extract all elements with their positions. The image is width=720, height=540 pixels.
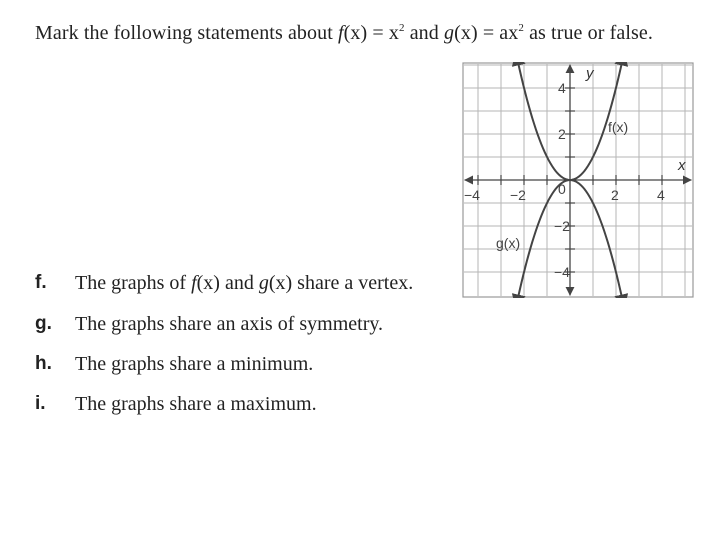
prompt-and: and — [404, 22, 444, 44]
x-tick-label: 4 — [657, 187, 665, 203]
statement-text: The graphs share a maximum. — [75, 393, 317, 415]
x-tick-label: −2 — [510, 187, 526, 203]
g-function-definition: (x) = ax — [454, 22, 519, 44]
statement-letter: f. — [35, 272, 47, 293]
prompt-lead: Mark the following statements about — [35, 22, 338, 44]
prompt-text — [35, 22, 653, 45]
f-exponent: 2 — [398, 22, 405, 34]
statement-letter: h. — [35, 353, 52, 374]
statement-f-fname: f — [191, 272, 197, 294]
f-function-definition: (x) = x — [343, 22, 399, 44]
statement-f-part-3: (x) share a vertex. — [268, 272, 414, 294]
parabola-graph — [462, 62, 694, 298]
f-curve-label: f(x) — [608, 119, 629, 135]
x-tick-label: −4 — [464, 187, 480, 203]
origin-label: 0 — [558, 181, 566, 197]
statement-letter: i. — [35, 393, 46, 414]
statement-text: The graphs share an axis of symmetry. — [75, 313, 384, 335]
g-exponent: 2 — [518, 22, 524, 34]
prompt-tail: as true or false. — [523, 22, 653, 44]
y-tick-label: −2 — [554, 218, 570, 234]
y-tick-label: −4 — [554, 264, 570, 280]
graph-svg — [462, 62, 694, 298]
statement-text: The graphs share a minimum. — [75, 353, 314, 375]
x-tick-label: 2 — [611, 187, 619, 203]
g-curve-label: g(x) — [496, 235, 521, 251]
statement-text — [75, 272, 413, 295]
x-axis-label: x — [678, 157, 686, 174]
f-function-name: f — [338, 22, 344, 44]
y-tick-label: 2 — [558, 126, 566, 142]
statement-letter: g. — [35, 313, 52, 334]
y-axis-label: y — [586, 65, 594, 82]
statement-f-part-2: (x) and — [196, 272, 259, 294]
y-tick-label: 4 — [558, 80, 566, 96]
statement-f-part-1: The graphs of — [75, 272, 192, 294]
statement-f-gname: g — [258, 272, 269, 294]
g-function-name: g — [443, 22, 455, 44]
